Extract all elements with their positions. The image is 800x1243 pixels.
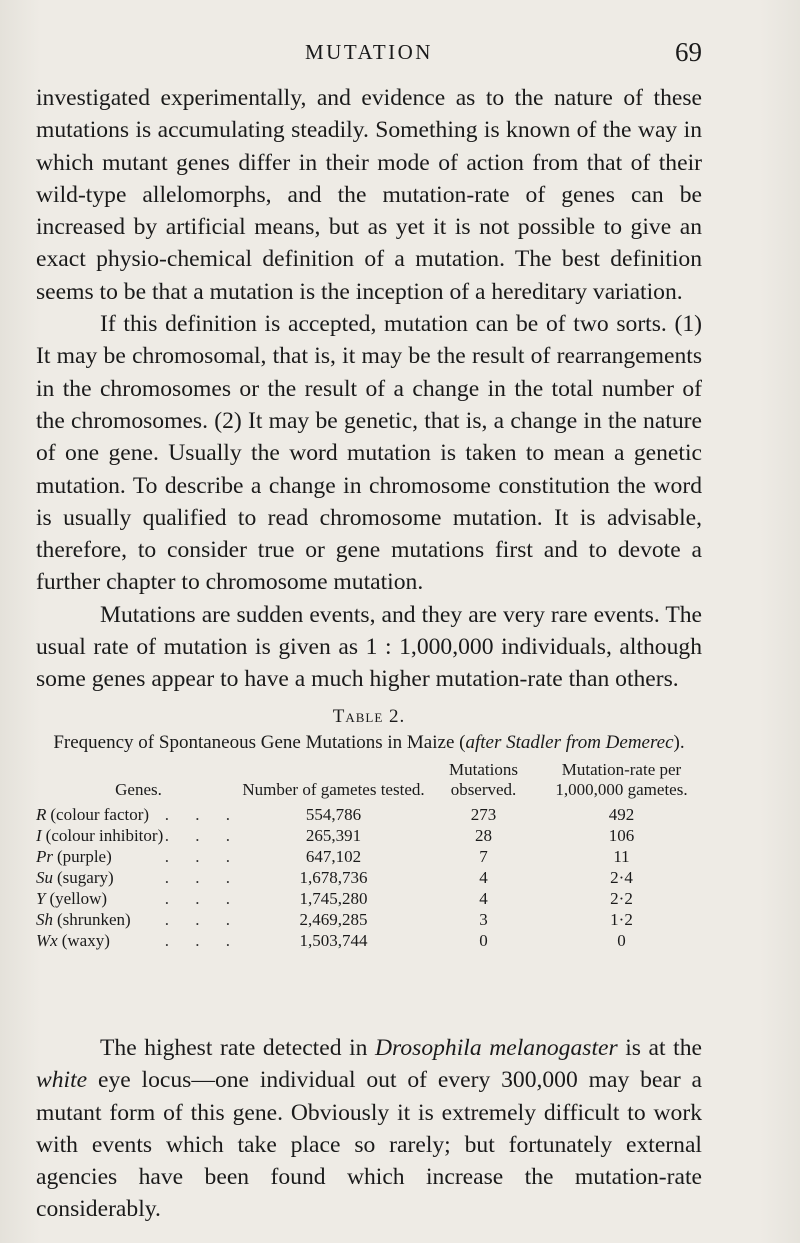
caption-end: ). — [673, 732, 685, 753]
header-rate: Mutation-rate per 1,000,000 gametes. — [555, 760, 688, 799]
cell-gametes: 647,102 — [305, 846, 362, 866]
cell-rate: 0 — [617, 930, 626, 950]
dot-leader: . . . — [164, 804, 241, 824]
cell-gametes: 265,391 — [305, 825, 362, 845]
gene-symbol: Su — [36, 867, 53, 887]
paragraph-1: investigated experimentally, and evidence as to the nature of these mutations is accumulating steadily. Something is known of the way in which mutant genes differ in their mode of action from that of their wild-type allelomorphs, and the mutation-rate of genes can be increased by artificial means, but as yet it is not possible to give an exact physio-chemical definition of a mutation. The best definition seems to be that a mutation is the inception of a hereditary variation. — [36, 85, 702, 305]
cell-rate: 2·2 — [610, 888, 633, 908]
dot-leader: . . . — [164, 909, 241, 929]
closing-text-2: is at the — [617, 1035, 702, 1061]
species-name: Drosophila melanogaster — [375, 1035, 618, 1061]
gene-name: (sugary) — [57, 867, 114, 887]
paragraph-4 — [36, 1032, 702, 1226]
cell-rate: 492 — [608, 804, 635, 824]
cell-observed: 0 — [479, 930, 488, 950]
table-row — [36, 846, 702, 867]
running-head: MUTATION — [305, 40, 433, 64]
gene-label — [36, 868, 241, 888]
cell-gametes: 2,469,285 — [299, 909, 368, 929]
cell-gametes: 554,786 — [305, 804, 362, 824]
mutation-table — [36, 760, 702, 951]
cell-observed: 7 — [479, 846, 488, 866]
caption-citation: after Stadler from Demerec — [465, 732, 674, 753]
dot-leader: . . . — [164, 888, 241, 908]
gene-label — [36, 847, 241, 867]
gene-name: (colour factor) — [50, 804, 150, 824]
cell-observed: 273 — [470, 804, 497, 824]
table-header-row — [36, 760, 702, 804]
cell-observed: 4 — [479, 867, 488, 887]
table-body — [36, 804, 702, 951]
cell-gametes: 1,745,280 — [299, 888, 368, 908]
gene-symbol: Wx — [36, 930, 58, 950]
gene-label — [36, 805, 241, 825]
dot-leader: . . . — [164, 846, 241, 866]
table-row — [36, 867, 702, 888]
closing-text-1: The highest rate detected in — [100, 1035, 376, 1061]
page-header — [36, 37, 702, 74]
header-genes: Genes. — [115, 780, 162, 799]
gene-symbol: Pr — [36, 846, 53, 866]
gene-symbol: R — [36, 804, 47, 824]
gene-name: (shrunken) — [57, 909, 131, 929]
cell-gene — [36, 930, 241, 951]
gene-label — [36, 826, 241, 846]
cell-rate: 106 — [608, 825, 635, 845]
table-row — [36, 804, 702, 825]
header-gametes: Number of gametes tested. — [242, 780, 425, 799]
table-row — [36, 888, 702, 909]
table-row — [36, 909, 702, 930]
dot-leader: . . . — [164, 867, 241, 887]
cell-rate: 2·4 — [610, 867, 633, 887]
gene-label — [36, 889, 241, 909]
cell-gene — [36, 909, 241, 930]
locus-name: white — [36, 1067, 88, 1094]
table-caption — [36, 732, 702, 754]
gene-label — [36, 931, 241, 951]
closing-paragraph — [36, 1032, 702, 1226]
gene-name: (colour inhibitor) — [45, 825, 164, 845]
closing-text-3: eye locus—one individual out of every 300,000 may bear a mutant form of this gene. Obviously it is extremely difficult to work with events which take place so rarely; but fortunately external agencies have been found which increase the mutation-rate considerably. — [36, 1067, 702, 1223]
body-text — [36, 82, 702, 696]
cell-observed: 28 — [475, 825, 492, 845]
cell-gametes: 1,678,736 — [299, 867, 368, 887]
dot-leader: . . . — [164, 930, 241, 950]
gene-name: (waxy) — [61, 930, 110, 950]
cell-gene — [36, 867, 241, 888]
cell-gene — [36, 846, 241, 867]
dot-leader: . . . — [164, 825, 241, 845]
table-row — [36, 825, 702, 846]
paragraph-2: If this definition is accepted, mutation can be of two sorts. (1) It may be chromosomal, that is, it may be the result of rearrangements in the chromosomes or the result of a change in the total number of the chromosomes. (2) It may be genetic, that is, a change in the nature of one gene. Usually the word mutation is taken to mean a genetic mutation. To describe a change in chromosome constitution the word is usually qualified to read chromosome mutation. It is advisable, therefore, to consider true or gene mutations first and to devote a further chapter to chromosome mutation. — [36, 311, 702, 596]
header-mutations: Mutations observed. — [449, 760, 518, 799]
gene-symbol: Sh — [36, 909, 53, 929]
table-row — [36, 930, 702, 951]
cell-gene — [36, 888, 241, 909]
table-label: Table 2. — [332, 706, 406, 727]
caption-text: Frequency of Spontaneous Gene Mutations in Maize ( — [53, 732, 466, 753]
cell-rate: 1·2 — [610, 909, 633, 929]
cell-gene — [36, 825, 241, 846]
cell-gametes: 1,503,744 — [299, 930, 368, 950]
gene-symbol: I — [36, 825, 42, 845]
paragraph-3: Mutations are sudden events, and they are very rare events. The usual rate of mutation is given as 1 : 1,000,000 individuals, although some genes appear to have a much higher mutation-rate than others. — [36, 601, 702, 693]
cell-gene — [36, 804, 241, 825]
gene-label — [36, 910, 241, 930]
cell-observed: 3 — [479, 909, 488, 929]
page-number: 69 — [675, 37, 702, 67]
cell-observed: 4 — [479, 888, 488, 908]
cell-rate: 11 — [613, 846, 630, 866]
gene-name: (yellow) — [49, 888, 108, 908]
table-2 — [36, 706, 702, 951]
gene-name: (purple) — [57, 846, 112, 866]
gene-symbol: Y — [36, 888, 46, 908]
